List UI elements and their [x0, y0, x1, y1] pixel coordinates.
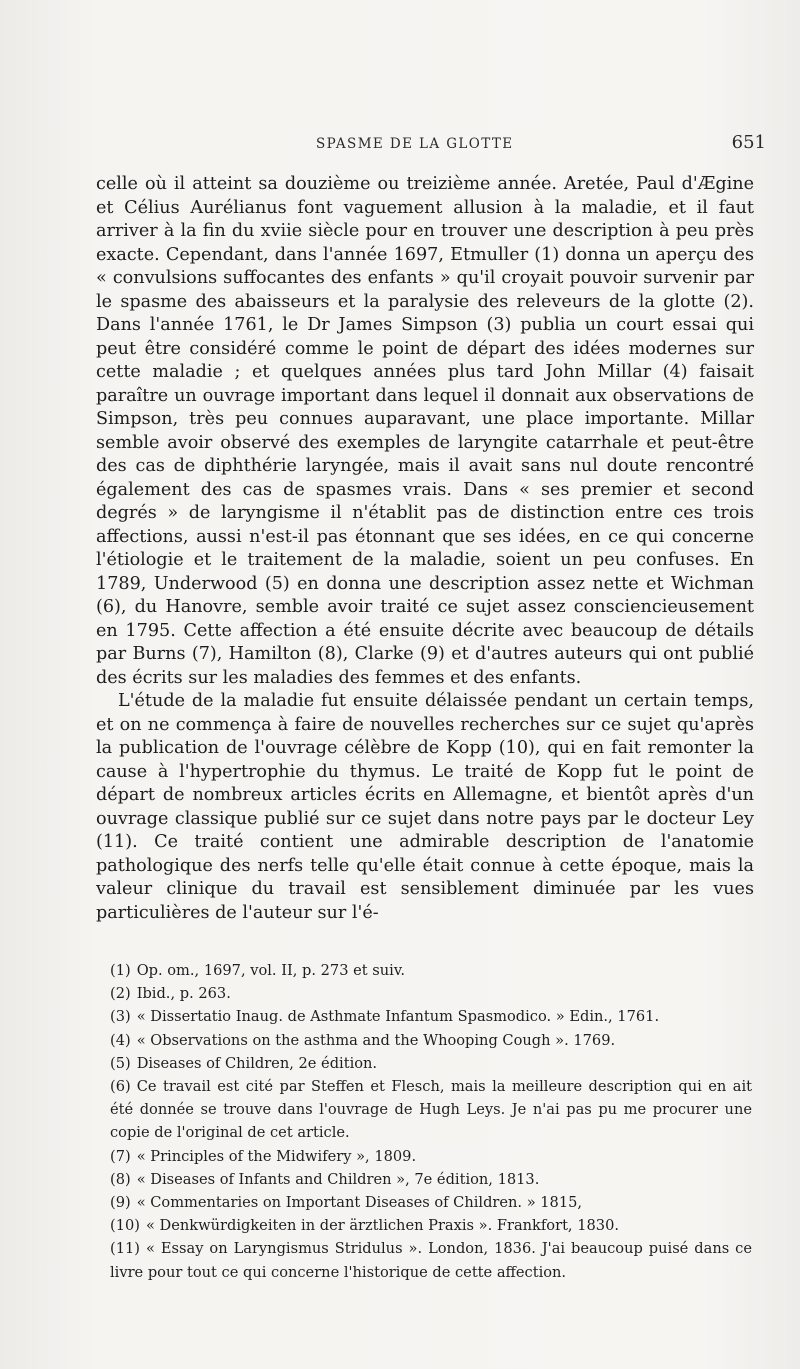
main-text — [96, 173, 754, 925]
footnote-number: (1) — [110, 962, 131, 979]
footnote — [110, 959, 752, 982]
page-header — [96, 134, 766, 158]
footnote — [110, 1191, 752, 1214]
footnote — [110, 1145, 752, 1168]
footnote-number: (6) — [110, 1078, 131, 1096]
footnote-text: « Observations on the asthma and the Whooping Cough ». 1769. — [136, 1031, 616, 1049]
footnote — [110, 1168, 752, 1191]
footnote — [110, 1214, 752, 1237]
footnote-text: Op. om., 1697, vol. II, p. 273 et suiv. — [136, 962, 405, 979]
footnote-text: « Dissertatio Inaug. de Asthmate Infantum Spasmodico. » Edin., 1761. — [136, 1008, 660, 1026]
footnote-number: (4) — [110, 1031, 131, 1049]
footnote-text: « Denkwürdigkeiten in der ärztlichen Praxis ». Frankfort, 1830. — [145, 1217, 619, 1235]
footnote-number: (8) — [110, 1170, 131, 1188]
footnote — [110, 982, 752, 1005]
footnote-number: (3) — [110, 1008, 131, 1026]
footnote-number: (2) — [110, 985, 131, 1003]
footnotes — [110, 959, 752, 1284]
footnote — [110, 1237, 752, 1283]
footnote-number: (7) — [110, 1147, 131, 1165]
footnote-number: (5) — [110, 1054, 131, 1072]
footnote-text: Ibid., p. 263. — [136, 985, 231, 1003]
footnote-text: « Principles of the Midwifery », 1809. — [136, 1147, 417, 1165]
footnote — [110, 1075, 752, 1145]
footnote-text: « Commentaries on Important Diseases of Children. » 1815, — [136, 1194, 583, 1212]
page-number: 651 — [731, 132, 766, 153]
footnote-number: (11) — [110, 1240, 140, 1258]
footnote — [110, 1005, 752, 1028]
running-head: SPASME DE LA GLOTTE — [316, 136, 514, 152]
footnote-text: Ce travail est cité par Steffen et Flesch, mais la meilleure description qui en ait été donnée se trouve dans l'ouvrage de Hugh Leys. Je n'ai pas pu me procurer une copie de l'original de cet article. — [110, 1078, 752, 1142]
footnote-text: Diseases of Children, 2e édition. — [136, 1054, 378, 1072]
footnote — [110, 1029, 752, 1052]
footnote-number: (9) — [110, 1194, 131, 1212]
paragraph-2: L'étude de la maladie fut ensuite délaissée pendant un certain temps, et on ne commença à faire de nouvelles recherches sur ce sujet qu'après la publication de l'ouvrage célèbre de Kopp (10), qui en fait remonter la cause à l'hypertrophie du thymus. Le traité de Kopp fut le point de départ de nombreux articles écrits en Allemagne, et bientôt après d'un ouvrage classique publié sur ce sujet dans notre pays par le docteur Ley (11). Ce traité contient une admirable description de l'anatomie pathologique des nerfs telle qu'elle était connue à cette époque, mais la valeur clinique du travail est sensiblement diminuée par les vues particulières de l'auteur sur l'é- — [96, 691, 754, 923]
paragraph-1: celle où il atteint sa douzième ou treizième année. Aretée, Paul d'Ægine et Célius Aurélianus font vaguement allusion à la maladie, et il faut arriver à la fin du xviie siècle pour en trouver une description à peu près exacte. Cependant, dans l'année 1697, Etmuller (1) donna un aperçu des « convulsions suffocantes des enfants » qu'il croyait pouvoir survenir par le spasme des abaisseurs et la paralysie des releveurs de la glotte (2). Dans l'année 1761, le Dr James Simpson (3) publia un court essai qui peut être considéré comme le point de départ des idées modernes sur cette maladie ; et quelques années plus tard John Millar (4) faisait paraître un ouvrage important dans lequel il donnait aux observations de Simpson, très peu connues auparavant, une place importante. Millar semble avoir observé des exemples de laryngite catarrhale et peut-être des cas de diphthérie laryngée, mais il avait sans nul doute rencontré également des cas de spasmes vrais. Dans « ses premier et second degrés » de laryngisme il n'établit pas de distinction entre ces trois affections, aussi n'est-il pas étonnant que ses idées, en ce qui concerne l'étiologie et le traitement de la maladie, soient un peu confuses. En 1789, Underwood (5) en donna une description assez nette et Wichman (6), du Hanovre, semble avoir traité ce sujet assez consciencieusement en 1795. Cette affection a été ensuite décrite avec beaucoup de détails par Burns (7), Hamilton (8), Clarke (9) et d'autres auteurs qui ont publié des écrits sur les maladies des femmes et des enfants. — [96, 174, 754, 688]
footnote-number: (10) — [110, 1217, 140, 1235]
footnote-text: « Essay on Laryngismus Stridulus ». London, 1836. J'ai beaucoup puisé dans ce livre pour tout ce qui concerne l'historique de cette affection. — [110, 1240, 752, 1281]
footnote-text: « Diseases of Infants and Children », 7e édition, 1813. — [136, 1170, 540, 1188]
footnote — [110, 1052, 752, 1075]
